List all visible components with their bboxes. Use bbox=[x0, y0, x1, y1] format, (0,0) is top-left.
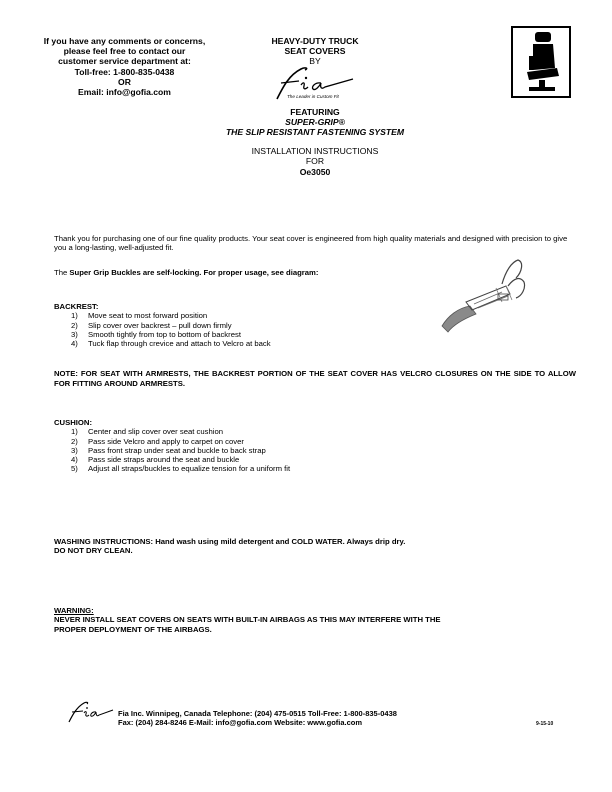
washing-line-2: DO NOT DRY CLEAN. bbox=[54, 546, 133, 556]
contact-or: OR bbox=[118, 76, 131, 87]
list-item: 2) Pass side Velcro and apply to carpet on cover bbox=[71, 436, 244, 446]
document-header bbox=[205, 36, 425, 177]
instructions-title: INSTALLATION INSTRUCTIONS bbox=[251, 146, 379, 157]
logo-tagline: The Leader in Custom Fit bbox=[287, 93, 339, 99]
date-code: 9-15-10 bbox=[536, 721, 554, 727]
backrest-section bbox=[54, 302, 271, 348]
warning-heading: WARNING: bbox=[54, 606, 94, 615]
backrest-heading: BACKREST: bbox=[54, 302, 99, 311]
by-label: BY bbox=[309, 56, 321, 67]
contact-email: Email: info@gofia.com bbox=[78, 87, 171, 98]
cushion-steps bbox=[54, 427, 290, 473]
footer-fia-logo-icon bbox=[66, 700, 116, 724]
list-item: 4) Pass side straps around the seat and buckle bbox=[71, 455, 240, 465]
seat-icon bbox=[513, 28, 569, 96]
featuring-label: FEATURING bbox=[290, 106, 340, 117]
footer-line-2: Fax: (204) 284-8246 E-Mail: info@gofia.com Website: www.gofia.com bbox=[118, 718, 363, 728]
list-item: 4) Tuck flap through crevice and attach to Velcro at back bbox=[71, 339, 271, 349]
title-line-2: SEAT COVERS bbox=[284, 46, 346, 57]
footer-contact bbox=[118, 709, 397, 728]
buckle-note bbox=[54, 268, 318, 277]
contact-line: please feel free to contact our bbox=[63, 46, 186, 57]
contact-line: customer service department at: bbox=[58, 56, 191, 67]
list-item: 3) Pass front strap under seat and buckle to back strap bbox=[71, 445, 266, 455]
fastening-system-label: THE SLIP RESISTANT FASTENING SYSTEM bbox=[225, 127, 405, 138]
cushion-section bbox=[54, 418, 290, 474]
list-item: 1) Center and slip cover over seat cushion bbox=[71, 427, 224, 437]
warning-line-1: NEVER INSTALL SEAT COVERS ON SEATS WITH BUILT-IN AIRBAGS AS THIS MAY INTERFERE WITH THE bbox=[54, 615, 441, 625]
super-grip-label: SUPER-GRIP® bbox=[285, 116, 345, 127]
backrest-steps bbox=[54, 311, 271, 348]
list-item: 2) Slip cover over backrest – pull down firmly bbox=[71, 320, 232, 330]
contact-block bbox=[22, 36, 227, 97]
list-item: 3) Smooth tightly from top to bottom of backrest bbox=[71, 329, 241, 339]
fia-logo bbox=[205, 67, 425, 107]
warning-line-2: PROPER DEPLOYMENT OF THE AIRBAGS. bbox=[54, 624, 212, 634]
washing-line-1: WASHING INSTRUCTIONS: Hand wash using mild detergent and COLD WATER. Always drip dry. bbox=[54, 537, 406, 546]
armrest-note: NOTE: FOR SEAT WITH ARMRESTS, THE BACKREST PORTION OF THE SEAT COVER HAS VELCRO CLOSURES ON THE SIDE TO ALLOW FOR FITTING AROUND ARMRESTS. bbox=[54, 369, 576, 388]
list-item: 5) Adjust all straps/buckles to equalize tension for a uniform fit bbox=[71, 464, 291, 474]
contact-toll-free: Toll-free: 1-800-835-0438 bbox=[74, 66, 175, 77]
contact-line: If you have any comments or concerns, bbox=[43, 36, 206, 46]
list-item: 1) Move seat to most forward position bbox=[71, 311, 208, 321]
washing-instructions bbox=[54, 537, 405, 556]
buckle-note-prefix: The bbox=[54, 268, 70, 277]
title-line-1: HEAVY-DUTY TRUCK bbox=[271, 36, 359, 46]
model-number: Oe3050 bbox=[299, 166, 331, 177]
seat-icon-box bbox=[511, 26, 571, 98]
warning-section bbox=[54, 606, 441, 634]
instructions-for: FOR bbox=[305, 156, 325, 167]
intro-paragraph: Thank you for purchasing one of our fine quality products. Your seat cover is engineered from high quality materials and designed with precision to give you a long-lasting, well-adjusted fit. bbox=[54, 234, 568, 253]
footer-line-1: Fia Inc. Winnipeg, Canada Telephone: (204) 475-0515 Toll-Free: 1-800-835-0438 bbox=[118, 709, 397, 718]
buckle-diagram-icon bbox=[436, 256, 532, 334]
buckle-note-bold: Super Grip Buckles are self-locking. For proper usage, see diagram: bbox=[69, 268, 319, 277]
cushion-heading: CUSHION: bbox=[54, 418, 93, 427]
